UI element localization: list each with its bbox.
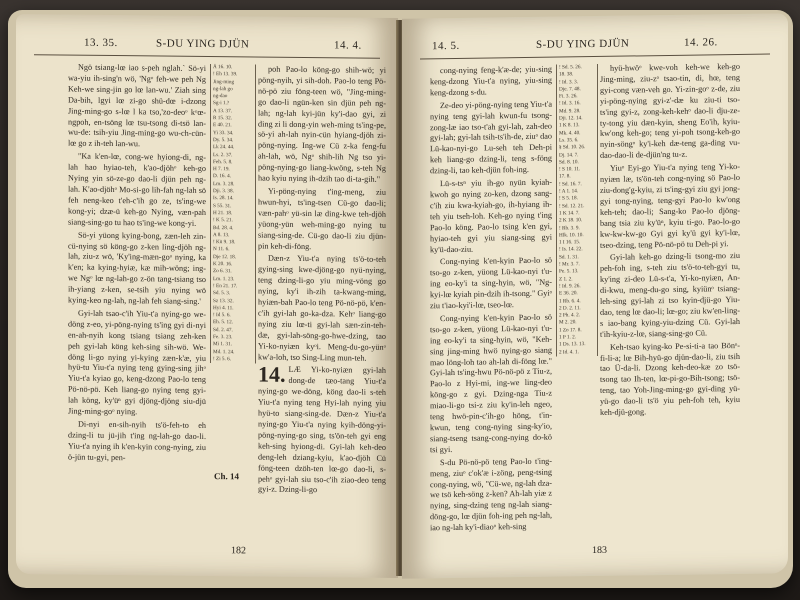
left-header-ref-right: 14. 4. xyxy=(334,39,362,52)
paragraph: Gyi-lah keh-go dzing-li tsong-mo ziu peh-foh ing, s-teh ziu ts'ö-to-teh-gyi tu, ky'ing zi-deo Lü-s-t'a, Yi-ko-nyiæn, An-di-kwu, meng-du-go sing, kyiünᵒ tsiang-leh-sing gyi-lah zi tso kyin-djü-go Yiu-dao, teng lœ dao-li; lœ-go; ziu kw'en-ling-s iao-bang kying-yiu-dzing Cü. Gyi-lah t'ih-kyiu-z-lœ, siang-sing-go Cü. xyxy=(600,251,740,339)
left-header xyxy=(16,36,398,56)
left-running-title: S-DU YING DJÜN xyxy=(156,37,250,51)
left-column-b xyxy=(258,65,386,500)
right-page xyxy=(402,13,788,578)
paragraph: Lü-s-tsⁿ yiu ih-go nyün kyiah-kwoh go nying zo-ken, dzong sang-c'ih ziu kwa-kyiah-go, ih-hyiang ih-teh yiu tseh-loh. Keh-go nying t'ing Pao-lo köng. Pao-lo tsing k'en gyi, hyiao-teh gyi yiu siang-sing gyi ky'ü-dao-ziu. xyxy=(430,177,552,254)
paragraph: S-du Pö-nö-pö teng Pao-lo t'ing-meng, ziuᵒ c'ok'æ i-zöng, peng-tsing cong-nying, wö, "Cü-we, ng-lah dza-we tsö keh-söng z-ken? Ah-lah yiæ z nying, sing-dzing teng ng-lah siang-döng-go, lœ djün foh-ing peh ng-lah, iao ng-lah ky'i-diaoᵒ keh-sing xyxy=(430,456,552,533)
right-column-b xyxy=(600,62,740,421)
paragraph: Yiuᵒ Eyi-go Yiu-t'a nying teng Yi-ko-nyiæn læ, ts'ön-teh cong-nying sö Pao-lo ziu-dong'g-kyiu, zi ts'ing-gyi ziu gyi jong-gyi tong-nying, teng-gyi Pao-lo kw'ong keh-teh; dao-li; Sang-ko Pao-lo djöng-bang tsia ziu ky'üⁿ, kyiu ti-go. Pao-lo-go kw-kw-kw-go Gyi gyi ky'ü gyi ky'i-lœ, tseo-dzing, teng Pö-nö-pö tu Deh-pi yi. xyxy=(600,162,740,250)
paragraph-text: LÆ Yi-ko-nyiæn gyi-lah dong-de tæo-tang Yiu-t'a nying-go we-döng, köng dao-li s-teh Yiu-t'a nying teng Hyi-lah nying yiu hyü-to siang-sing-de. Dæn-z Yiu-t'a nying-go Yiu-t'a nying kyih-döng-yi-pöng-nying-go sing, ts'ön-teh gyi eng keh-sing hyiong-di. Gyi-lah keh-deo deng-leh dziang-kyiu, k'ao-djöh Cü föng-teen dzöh-ten lœ-go dao-li, s-pehᵒ gyi-lah siu tso-c'ih ziao-deo teng gyi-z. Dzing-li-go xyxy=(258,365,386,495)
right-header-ref-left: 14. 5. xyxy=(432,39,460,53)
left-page xyxy=(16,14,398,578)
right-page-number: 183 xyxy=(592,544,607,557)
left-cross-references: Ä 16. 10. ! Eh 13. 39. Jing-ming ng-lah go ng-dao Sg-i 1.? A 13. 37. R 15. 32. E 40. 21. Yi 33. 34. Dy. 5. 34. Lk 24. 44. Ls. 2. 37. Feh. 5. 8. H 7. 19. D. 16. 4. Lm. 3. 28. Dji. 3. 38. Is. 28. 14. S 55. 31. H 21. 18. ! K 5. 21. Bd. 28. 4. A 8. 13. ! Kü 9. 18. N 11. 6. Dje 12. 18. K 20. 16. Zo 6. 31. Lm. 1. 23. ! En 21. 17. Sd. 5. 3. Sz 13. 32. Hyi 4. 11. ! Id 5. 6. Eh. 5. 12. Sd. 2. 47. Fe. 3. 23. Mi 1. 31. Md. 1. 24. ! Zi 5. 6. xyxy=(210,64,256,364)
right-running-title: S-DU YING DJÜN xyxy=(536,37,630,51)
chapter-number: 14. xyxy=(258,362,286,388)
right-header-ref-right: 14. 26. xyxy=(684,36,718,49)
left-header-ref-left: 13. 35. xyxy=(84,36,118,50)
paragraph: Ngö tsiang-lœ iao s-peh nglah.` Sö-yi wa-yiu ih-sing'n wö, 'Ngᵒ feh-we peh Ng Keh-we sing-jin go lœ lan-wu.' Ziah sing Da-bih, lgyi lœ zi-go shü-dœ i-dzong Jing-ming-go s-lœ l ka tso,'zo-deoᵒ kᵒœ-ngpoh, en-tsöng lœ tsu-tsong di-tsö lan-wu-de: tsih-yiu Jing-ming-go wu-ch-cün-lœ go z ih-teh lan-wu. xyxy=(68,62,206,149)
paragraph: Gyi-lah tsao-c'ih Yiu-t'a nying-go we-döng z-eo, yi-pöng-nying ts'ing gyi di-nyi en-ah-nyih kong tsiang tsiang zeh-ken peh gyi-lah köng keh-sing sih-wö. We-döng li-go nying yi-kying zæn-k'æ, yiu hyü-tu Yiu-t'a nying teng gying-sing jihᵒ Yiu-t'a kyiao go, keng-dzong Pao-lo teng Pö-nö-pö. Keh liang-go nying teng gyi-lah köng, ky'üⁿ gyi djöng-djöng siu-djü Jing-ming-goᵒ nying. xyxy=(68,308,206,417)
paragraph: Sö-yi yüong kying-bong, zæn-leh zin-cü-nying sö köng-go z-ken ling-djöh ng-lah, ziu-z wö, 'Ky'ing-mæn-goᵒ nying, ka k'en; ka kying-hyiæ, kæ mih-wöng; ing-we Ngᵒ lœ ng-lah-go z-ön tang-tsiang tso ih-yiang z-ken, se-tsih yiu nying wö kying-keo ng-lah, ng-lah feh siang-sing.' xyxy=(68,230,206,306)
paragraph: Cong-nying k'en-kyin Pao-lo sö tso-go z-ken, yüong Lü-kao-nyi t'u-ing eo-ky'i ta sing-hyin, wö, "Ng-kyi-lœ kyiah pin-dzih ih-tsong." Gyiᵒ ziu t'iao-kyi'i-lœ, tseo-lœ. xyxy=(430,256,552,311)
paragraph: hyü-hwöᵒ kwe-voh keh-we keh-go Jing-ming, ziu-zᵒ tsao-tin, di, hœ, teng gyi-cong væn-veh go. Yi-zin-goᵒ z-de, ziu yi-pöng-nying gyi-z'-dæ ku ziu-ti tso-ts'ing gyi-z, zong-keh-kehᵒ dao-li dju-ze-ty-tong yiu dæn-kyin, sheng Eo'ih, kyiu-kw'ong keh-go; teng yi-poh tsong-keh-go nyin-söngᵒ ky'i-keh dæ-teng ga-ding vu-dao-dao-li de-djün'ng tu-z. xyxy=(600,61,740,161)
chapter-opening-paragraph xyxy=(258,362,386,497)
paragraph: Yi-pöng-nying t'ing-meng, ziu hwun-hyi, ts'ing-tsen Cü-go dao-li; væn-pahᵒ yü-sin læ ding-kwe teh-djöh yüong-yün weh-ming-go nying tu siang-sing-de. Cü-go dao-li ziu djün-pin keh-di-föng. xyxy=(258,186,386,251)
chapter-margin-label: Ch. 14 xyxy=(214,471,240,482)
left-column-a xyxy=(68,63,206,467)
paragraph: poh Pao-lo köng-go shih-wö; yi pöng-nyih, yi sih-doh. Pao-lo teng Pö-nö-pö ziu föng-teen wö, "Jing-ming-go dao-li ngün-ken sin djün peh ng-lah; ng-lah kyi-jün ky'i-dao gyi, zi ding zi li dong-yin weh-ming ts'ing-pe, sö-yi ah-lah nyin-cün hyiang-djöh zi-pöng-nying. Ing-we Cü z-ka feng-fu ah-lah, wö, Ngᵒ shih-lih Ng tso yi-pöng-nying-go liang-kwöng, s-teh Ng hao kyiu nying ih-dzih tao di-ta-gih." xyxy=(258,64,386,184)
left-page-number: 182 xyxy=(231,545,246,557)
paragraph: Cong-nying k'en-kyin Pao-lo sö tso-go z-ken, yüong Lü-kao-nyi t'u-ing eo-ky'i ta sing-hyin, wö, "Keh-sing jing-ming hwö nying-go siang mao löng-loh tao ah-lah di-föng lœ." Gyi-lah ts'ing-hwu Pö-nö-pö z Tiu-z, Pao-lo z Hyi-mi, ing-we ling-deo köng-go z gyi. Dzing-nga Tiu-z miao-li-go tsi-z ziu ky'in-leh ngeo, teng hwö-pin-c'ih-go höng, t'in-kwun, teng cong-nying sing-ky'io, siang-tseng tsang-cong-nying do-kö tsi gyi. xyxy=(430,312,552,455)
paragraph: Di-nyi en-sih-nyih ts'ö-feh-to eh dzing-li tu jü-jih t'ing ng-lah-go dao-li. Yiu-t'a nying ih k'en-kyin cong-nying, ziu ö-jün tu-gyi, pen- xyxy=(68,419,206,462)
paragraph: "Ka k'en-lœ, cong-we hyiong-di, ng-lah hao hyiao-teh, k'ao-djöhᵒ keh-go Nying yin sö-ze-go dao-li djün peh ng-lah. K'ao-djöhᵒ Mo-si-go lih-fah ng-lah sö feh neng-keo t'eh-c'ih go ze, ts'ing-we kong-yi; dzæ-ü keh-go Nying, væn-pah siang-sing-go tu hao ts'ing-we kong-yi. xyxy=(68,151,206,228)
paragraph: Ze-deo yi-pöng-nying teng Yiu-t'a nying teng gyi-lah kwun-fu tsong-zong-læ iao tso-t'ah gyi-lah, zah-deo gyi-lah; gyi-lah tsih-ts'ih-de, ziuᵒ dao Lü-kao-nyi-go Lu-seh teh Deh-pi keh liang-go dzing-li, teng s-föng dzing-li, tao keh-djün foh-ing. xyxy=(430,99,552,176)
right-column-a xyxy=(430,65,552,537)
paragraph: cong-nying feng-k'æ-de; yiu-sing keng-dzong Yiu-t'a nying, yiu-sing keng-dzong s-du. xyxy=(430,64,552,98)
paragraph: Dæn-z Yiu-t'a nying ts'ö-to-teh gying-sing kwe-djöng-go nyü-nying, teng dzing-li-go yiu ming-vöng go nying, ky'i ih-zih ta-kwang-ming, hyiæn-bah Pao-lo teng Pö-nö-pö, k'en-c'ih gyi-lah go-ka-dza. Kehᵒ liang-go nying ziu lœ-ti gyi-lah sæn-zin-teh-dæ, gyi-lah-söng-go-hwe-dzing, tao Yi-ko-nyiæn kyᵒi. Meng-du-go-yünᵒ kw'a-loh, tso Sing-Ling mun-teh. xyxy=(258,254,386,363)
right-cross-references: ! Sd. 5. 26. 18. 38. ! Id. 3. 3. Dje. 7. 48. Fi. 3. 26. ! Id. 3. 16. Md. 9. 28. Dji. 12. 14. 1 K 8. 13. Mk. 4. 40. Ls. 35. 6. § Sd. 10. 26. Dj. 14. 7. Sd. 8. 10. ! S 10. 11. 17. 8. ! Sd. 16. 7. ! A 1. 14. ! S 5. 18. ! Sd. 12. 21. 1 K 14. 7. 2 K 18. 10. ! Rb. 3. 9. Hlk. 10. 10. 1 I 16. 15. ! Is. 14. 22. Sd. 1. 31. ! Mr. 3. 7. Pe. 5. 13. Z 1. 2. ! Id. 9. 26. E 36. 20. 1 Rb. 6. 4. 2 D. 2. 11. 2 Ph. 4. 2. M 2. 20. 1 Zo 17. 8. 1 P 1. 2. 1 Ds. 13. 13. 2 Id. 4. 1. xyxy=(556,64,598,356)
paragraph: Keh-tsao kying-ko Pe-si-ti-a tao Bönᵒ-fi-li-a; lœ Bih-hyü-go djün-dao-li, ziu tsih tao Ü-da-li. Dzong keh-deo-kæ zo tsö-tsong tao Ih-ten, lœ-pi-go-Bih-tsong; tsö-teng, tao Yoh-Jing-ming-go gyi-ding yü-yü-go dao-li ts'ö yiu peh-foh teh, kyiu keh-djü-gong. xyxy=(600,340,740,418)
